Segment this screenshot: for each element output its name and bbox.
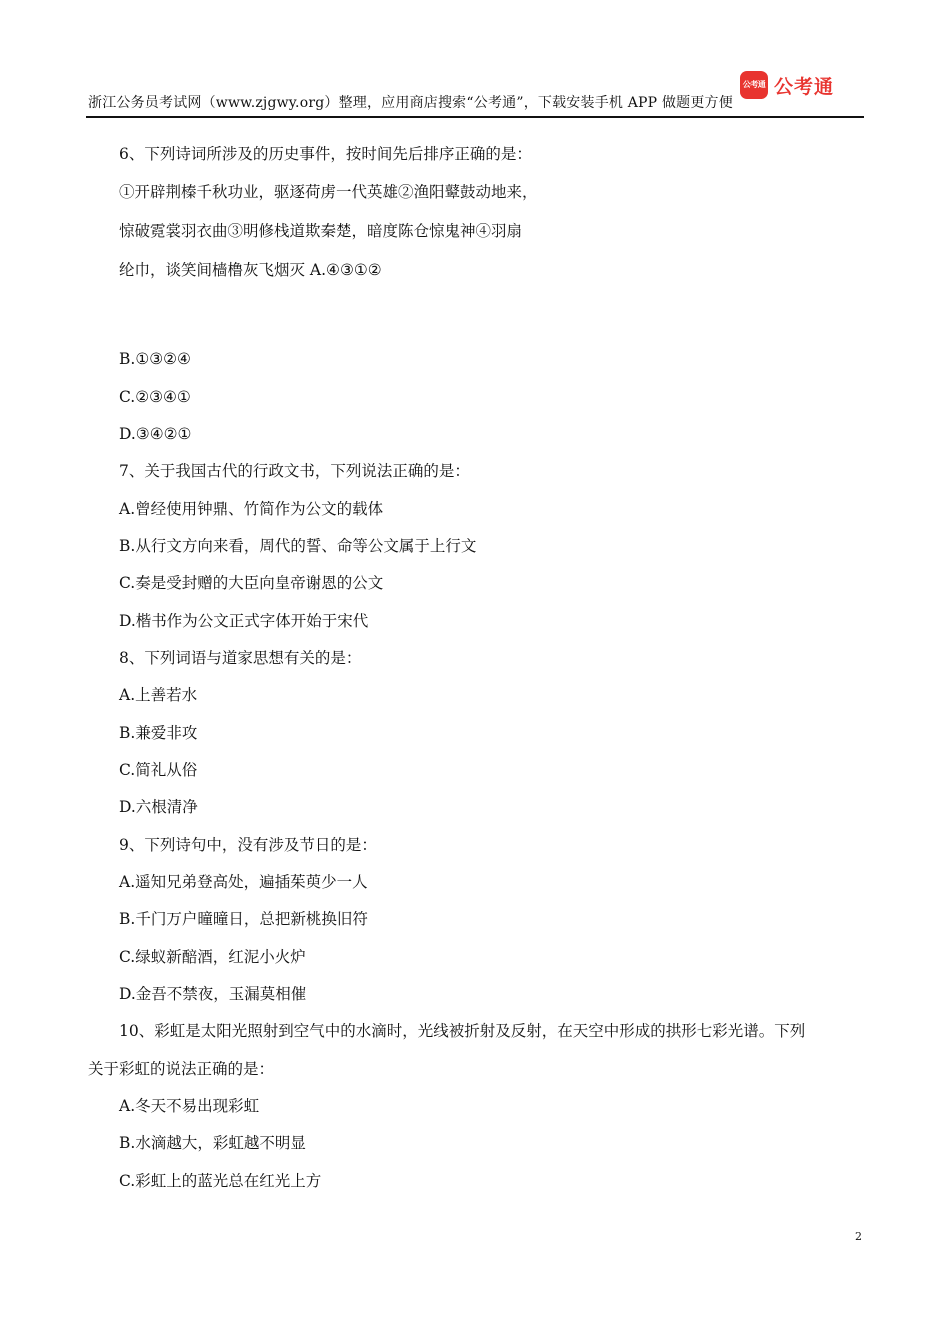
q6-text-line-3: 纶巾，谈笑间樯橹灰飞烟灭 A.④③①② bbox=[119, 261, 382, 279]
q10-stem-line-1: 10、彩虹是太阳光照射到空气中的水滴时，光线被折射及反射，在天空中形成的拱形七彩光谱。下列 bbox=[119, 1022, 806, 1040]
q9-option-a: A.遥知兄弟登高处，遍插茱萸少一人 bbox=[119, 873, 368, 891]
q7-option-a: A.曾经使用钟鼎、竹简作为公文的载体 bbox=[119, 500, 384, 518]
q8-option-a: A.上善若水 bbox=[119, 686, 198, 704]
q8-option-d: D.六根清净 bbox=[119, 798, 198, 816]
q10-option-c: C.彩虹上的蓝光总在红光上方 bbox=[119, 1172, 322, 1190]
q6-option-b: B.①③②④ bbox=[119, 350, 191, 368]
q6-stem: 6、下列诗词所涉及的历史事件，按时间先后排序正确的是： bbox=[119, 145, 532, 163]
header-text: 浙江公务员考试网（www.zjgwy.org）整理，应用商店搜索“公考通”，下载安装手机 APP 做题更方便 bbox=[88, 95, 733, 111]
q7-option-c: C.奏是受封赠的大臣向皇帝谢恩的公文 bbox=[119, 574, 384, 592]
q8-stem: 8、下列词语与道家思想有关的是： bbox=[119, 649, 362, 667]
q9-option-c: C.绿蚁新醅酒，红泥小火炉 bbox=[119, 948, 306, 966]
q9-option-d: D.金吾不禁夜，玉漏莫相催 bbox=[119, 985, 307, 1003]
q9-option-b: B.千门万户曈曈日，总把新桃换旧符 bbox=[119, 910, 368, 928]
logo-text: 公考通 bbox=[773, 75, 834, 98]
q7-option-b: B.从行文方向来看，周代的誓、命等公文属于上行文 bbox=[119, 537, 477, 555]
q9-stem: 9、下列诗句中，没有涉及节日的是： bbox=[119, 836, 377, 854]
page-number: 2 bbox=[855, 1230, 862, 1243]
q6-text-line-1: ①开辟荆榛千秋功业，驱逐荷虏一代英雄②渔阳鼙鼓动地来， bbox=[119, 183, 538, 201]
q6-option-c: C.②③④① bbox=[119, 388, 191, 406]
q8-option-c: C.简礼从俗 bbox=[119, 761, 198, 779]
q10-stem-line-2: 关于彩虹的说法正确的是： bbox=[88, 1060, 275, 1078]
q6-text-line-2: 惊破霓裳羽衣曲③明修栈道欺秦楚，暗度陈仓惊鬼神④羽扇 bbox=[119, 222, 523, 240]
q8-option-b: B.兼爱非攻 bbox=[119, 724, 198, 742]
q7-stem: 7、关于我国古代的行政文书，下列说法正确的是： bbox=[119, 462, 470, 480]
logo-badge-icon: 公考通 bbox=[740, 71, 768, 99]
q7-option-d: D.楷书作为公文正式字体开始于宋代 bbox=[119, 612, 369, 630]
q6-option-d: D.③④②① bbox=[119, 425, 192, 443]
q10-option-b: B.水滴越大，彩虹越不明显 bbox=[119, 1134, 306, 1152]
q10-option-a: A.冬天不易出现彩虹 bbox=[119, 1097, 260, 1115]
